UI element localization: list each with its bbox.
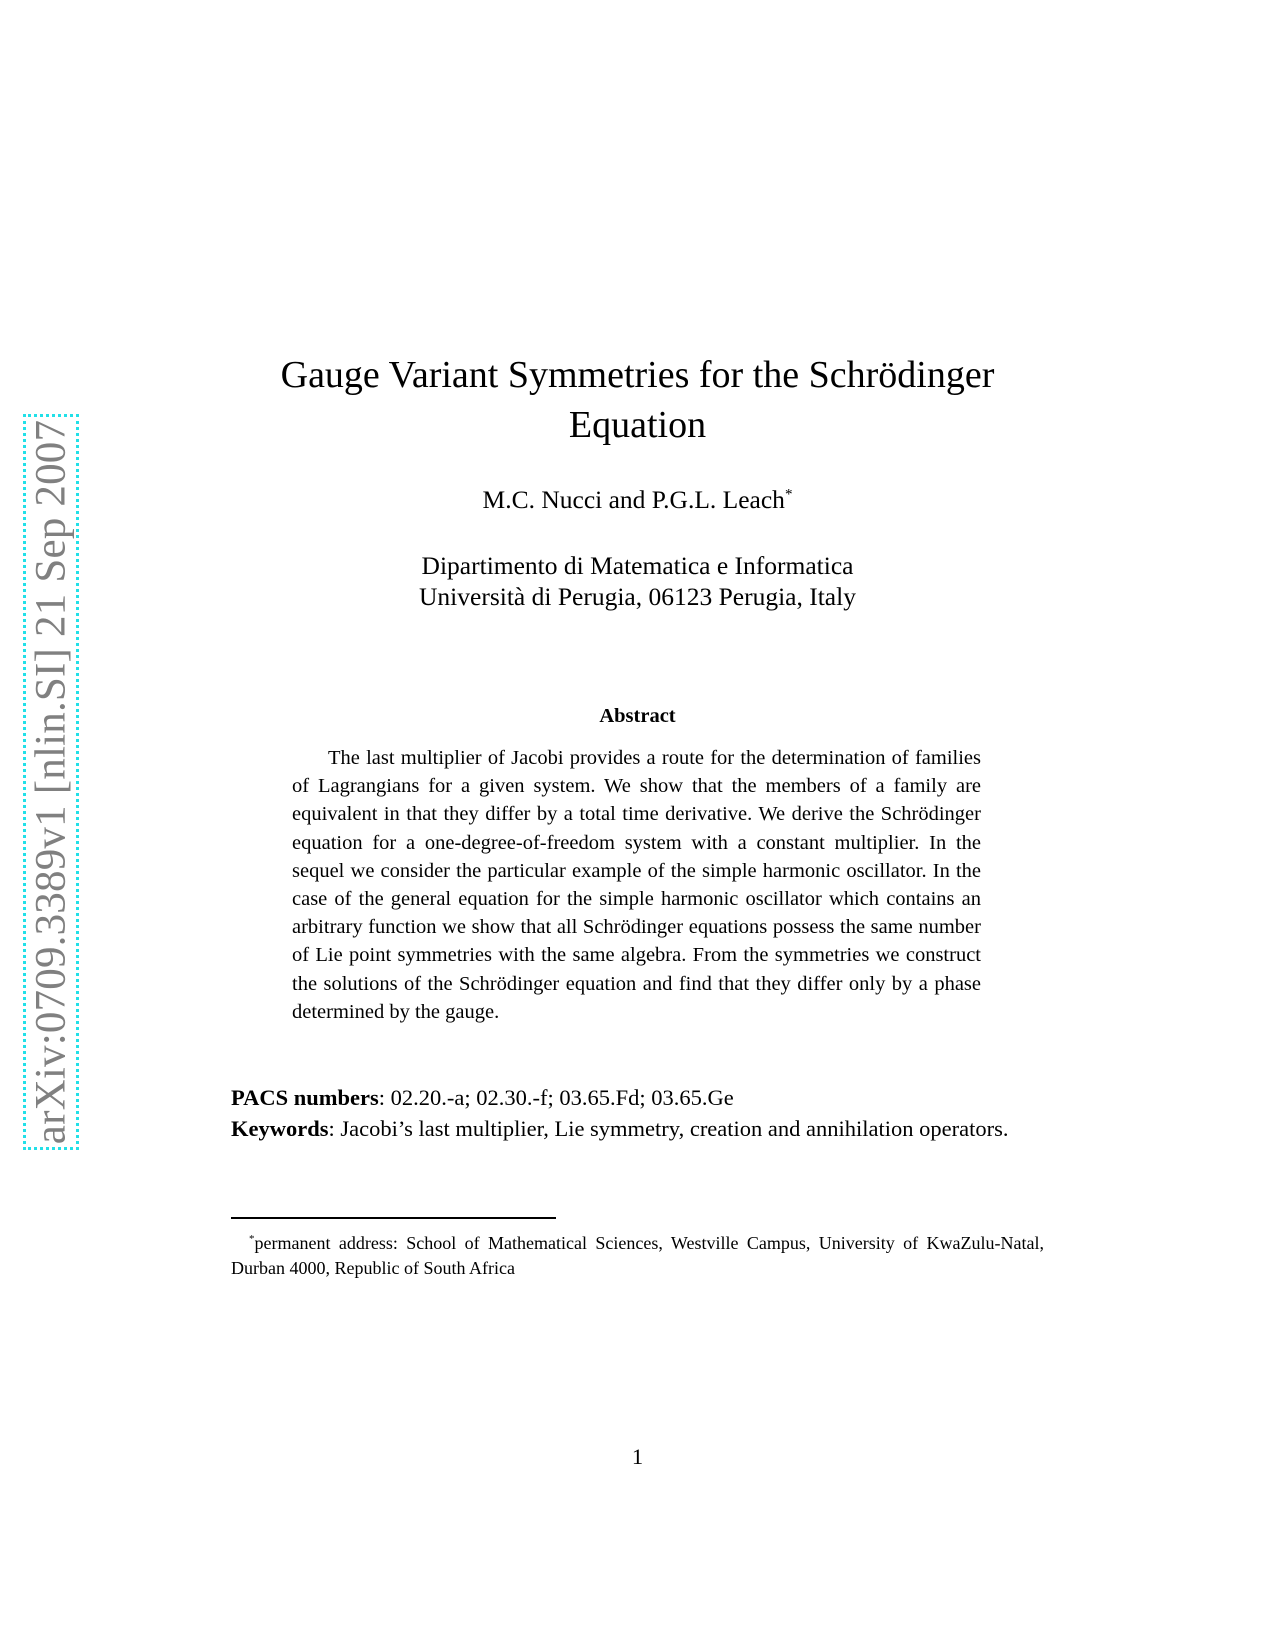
paper-title — [200, 350, 1075, 450]
paper-metadata — [231, 1083, 1044, 1144]
page-number: 1 — [631, 1444, 644, 1469]
keywords-value: : Jacobi’s last multiplier, Lie symmetry, creation and annihilation operators. — [328, 1115, 1009, 1141]
title-line-2: Equation — [568, 404, 707, 446]
title-line-1: Gauge Variant Symmetries for the Schrödinger — [280, 354, 995, 396]
footnote — [231, 1227, 1044, 1281]
keywords — [231, 1114, 1044, 1145]
footnote-divider — [231, 1217, 556, 1219]
author-list — [200, 485, 1075, 515]
footnote-marker: * — [249, 1233, 255, 1245]
abstract-heading: Abstract — [599, 705, 676, 727]
abstract-body: The last multiplier of Jacobi provides a route for the determination of families of Lagrangians for a given system. We show that the members of a family are equivalent in that they differ by a total time derivative. We derive the Schrödinger equation for a one-degree-of-freedom system with a constant multiplier. In the sequel we consider the particular example of the simple harmonic oscillator. In the case of the general equation for the simple harmonic oscillator which contains an arbitrary function we show that all Schrödinger equations possess the same number of Lie point symmetries with the same algebra. From the symmetries we construct the solutions of the Schrödinger equation and find that they differ only by a phase determined by the gauge. — [292, 747, 981, 1023]
arxiv-identifier: arXiv:0709.3389v1 [nlin.SI] 21 Sep 2007 — [27, 419, 75, 1145]
keywords-label: Keywords — [231, 1115, 329, 1141]
authors-text: M.C. Nucci and P.G.L. Leach — [482, 485, 785, 514]
affiliation-line-2: Università di Perugia, 06123 Perugia, Italy — [419, 582, 856, 611]
author-footnote-marker: * — [784, 486, 793, 503]
arxiv-stamp — [23, 414, 79, 1150]
footnote-text: permanent address: School of Mathematical Sciences, Westville Campus, University of KwaZulu-Natal, Durban 4000, Republic of South Africa — [231, 1233, 1044, 1278]
pacs-value: : 02.20.-a; 02.30.-f; 03.65.Fd; 03.65.Ge — [378, 1085, 734, 1110]
pacs-numbers — [231, 1083, 1044, 1114]
affiliation-line-1: Dipartimento di Matematica e Informatica — [421, 551, 854, 580]
affiliation — [200, 550, 1075, 612]
pacs-label: PACS numbers — [231, 1085, 379, 1110]
